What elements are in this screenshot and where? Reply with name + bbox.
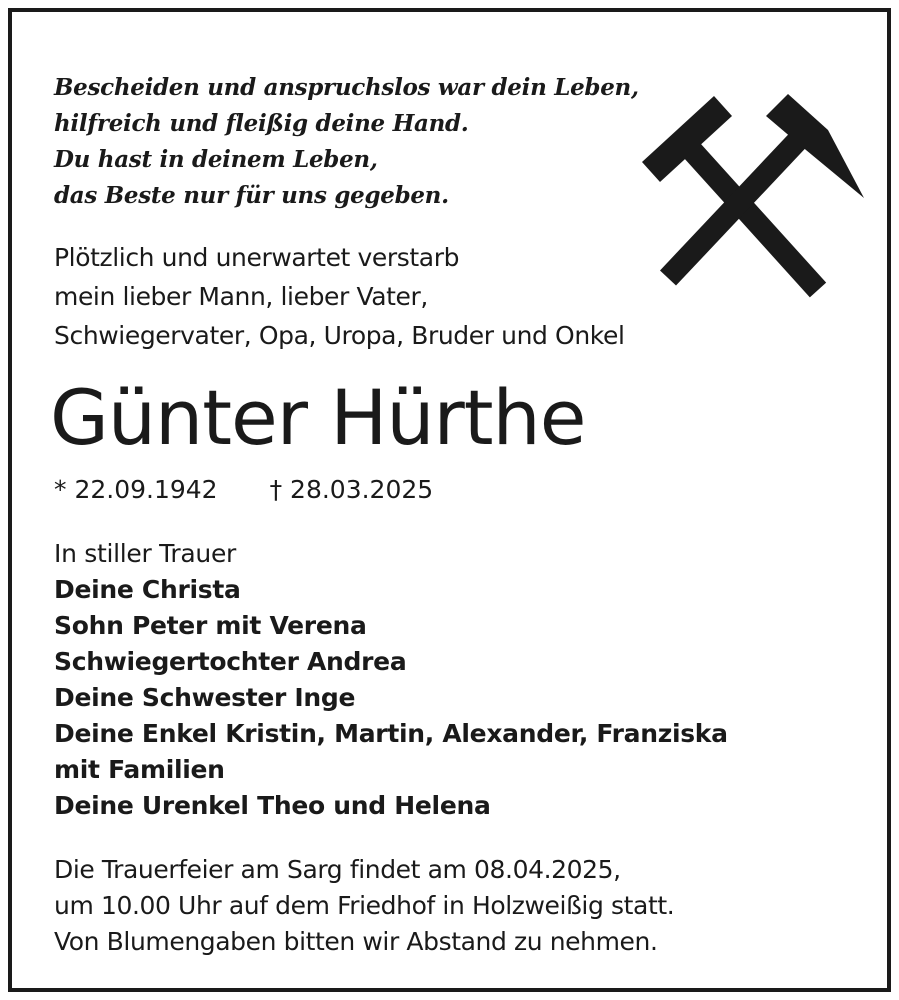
- poem: [54, 70, 674, 214]
- service-line: Die Trauerfeier am Sarg findet am 08.04.2025,: [54, 855, 621, 884]
- poem-line: das Beste nur für uns gegeben.: [54, 182, 449, 209]
- poem-line: hilfreich und fleißig deine Hand.: [54, 110, 469, 137]
- mourner-entry: Deine Urenkel Theo und Helena: [54, 791, 491, 820]
- mourner-entry: Schwiegertochter Andrea: [54, 647, 407, 676]
- deceased-name: Günter Hürthe: [50, 373, 586, 462]
- mourners-list: [54, 536, 854, 824]
- service-line: um 10.00 Uhr auf dem Friedhof in Holzweißig statt.: [54, 891, 675, 920]
- poem-line: Bescheiden und anspruchslos war dein Leben,: [54, 74, 639, 101]
- mourner-entry: Deine Christa: [54, 575, 241, 604]
- intro-line: Schwiegervater, Opa, Uropa, Bruder und Onkel: [54, 321, 625, 350]
- intro-text: [54, 238, 754, 355]
- obituary-frame: [8, 8, 891, 992]
- birth-date: * 22.09.1942: [54, 475, 218, 504]
- life-dates: [54, 472, 433, 508]
- intro-line: Plötzlich und unerwartet verstarb: [54, 243, 460, 272]
- mourner-entry: mit Familien: [54, 755, 225, 784]
- mourners-lead: In stiller Trauer: [54, 539, 237, 568]
- service-info: [54, 852, 854, 960]
- intro-line: mein lieber Mann, lieber Vater,: [54, 282, 428, 311]
- mourner-entry: Deine Schwester Inge: [54, 683, 356, 712]
- mourner-entry: Sohn Peter mit Verena: [54, 611, 367, 640]
- death-date: † 28.03.2025: [269, 475, 434, 504]
- poem-line: Du hast in deinem Leben,: [54, 146, 378, 173]
- mourner-entry: Deine Enkel Kristin, Martin, Alexander, Franziska: [54, 719, 728, 748]
- service-line: Von Blumengaben bitten wir Abstand zu nehmen.: [54, 927, 658, 956]
